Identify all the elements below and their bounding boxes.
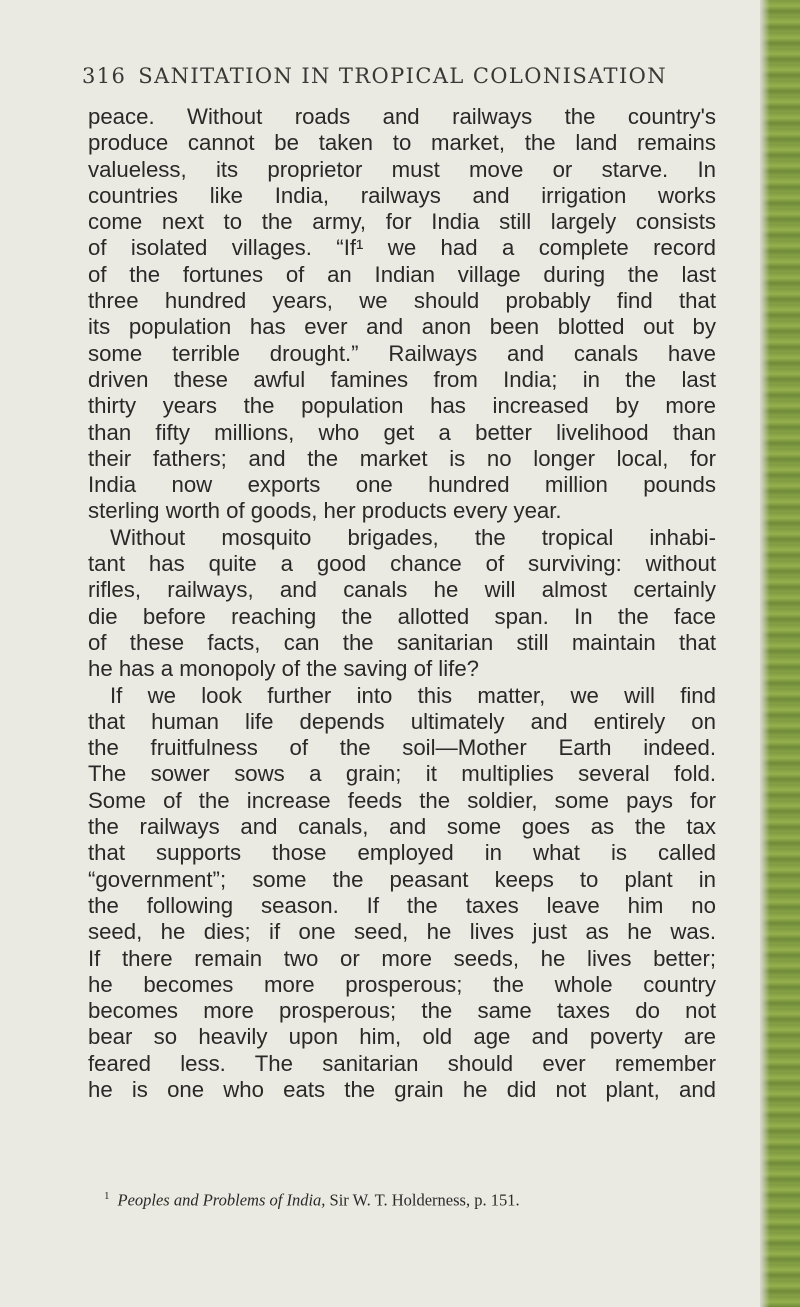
- text-line: If we look further into this matter, we will find: [110, 682, 716, 708]
- text-line: some terrible drought.” Railways and canals have: [88, 340, 716, 366]
- text-line: their fathers; and the market is no longer local, for: [88, 445, 716, 471]
- text-line: that supports those employed in what is called: [88, 840, 716, 866]
- text-line: peace. Without roads and railways the country's: [88, 104, 716, 129]
- text-line: The sower sows a grain; it multiplies several fold.: [88, 761, 716, 787]
- text-line: valueless, its proprietor must move or starve. In: [88, 156, 716, 182]
- text-line: he is one who eats the grain he did not plant, and: [88, 1076, 716, 1102]
- text-line: “government”; some the peasant keeps to plant in: [88, 866, 716, 892]
- text-line: bear so heavily upon him, old age and poverty are: [88, 1024, 716, 1050]
- text-line: come next to the army, for India still largely consists: [88, 209, 716, 235]
- footnote-citation: Sir W. T. Holderness, p. 151.: [325, 1190, 520, 1210]
- text-line: the following season. If the taxes leave him no: [88, 892, 716, 918]
- text-line: he has a monopoly of the saving of life?: [88, 656, 480, 682]
- text-line: driven these awful famines from India; in the last: [88, 366, 716, 392]
- text-line: countries like India, railways and irrigation works: [88, 182, 716, 208]
- text-line: Without mosquito brigades, the tropical inhabi-: [110, 524, 716, 550]
- text-line: sterling worth of goods, her products every year.: [88, 498, 562, 524]
- text-line: of these facts, can the sanitarian still maintain that: [88, 629, 716, 655]
- text-line: that human life depends ultimately and entirely on: [88, 708, 716, 734]
- running-head: [82, 64, 722, 88]
- text-line: than fifty millions, who get a better livelihood than: [88, 419, 716, 445]
- text-line: seed, he dies; if one seed, he lives just as he was.: [88, 919, 716, 945]
- text-line: produce cannot be taken to market, the land remains: [88, 130, 716, 156]
- page-edge: [760, 0, 800, 1307]
- text-line: India now exports one hundred million pounds: [88, 472, 716, 498]
- text-line: of the fortunes of an Indian village during the last: [88, 261, 716, 287]
- text-line: If there remain two or more seeds, he lives better;: [88, 945, 716, 971]
- page-number: 316: [82, 64, 127, 88]
- footnote: [104, 1190, 724, 1211]
- text-line: its population has ever and anon been blotted out by: [88, 314, 716, 340]
- text-line: tant has quite a good chance of surviving: without: [88, 551, 716, 577]
- text-line: the railways and canals, and some goes as the tax: [88, 814, 716, 840]
- text-line: thirty years the population has increased by more: [88, 393, 716, 419]
- body-text: [88, 104, 716, 1103]
- footnote-title: Peoples and Problems of India,: [117, 1190, 326, 1210]
- text-line: the fruitfulness of the soil—Mother Earth indeed.: [88, 735, 716, 761]
- text-line: rifles, railways, and canals he will almost certainly: [88, 577, 716, 603]
- footnote-marker: 1: [104, 1190, 110, 1202]
- text-line: Some of the increase feeds the soldier, some pays for: [88, 787, 716, 813]
- text-line: feared less. The sanitarian should ever remember: [88, 1050, 716, 1076]
- text-line: he becomes more prosperous; the whole country: [88, 971, 716, 997]
- text-line: die before reaching the allotted span. In the face: [88, 603, 716, 629]
- running-head-title: SANITATION IN TROPICAL COLONISATION: [138, 64, 668, 88]
- text-line: becomes more prosperous; the same taxes do not: [88, 998, 716, 1024]
- text-line: three hundred years, we should probably find that: [88, 288, 716, 314]
- text-line: of isolated villages. “If¹ we had a complete record: [88, 235, 716, 261]
